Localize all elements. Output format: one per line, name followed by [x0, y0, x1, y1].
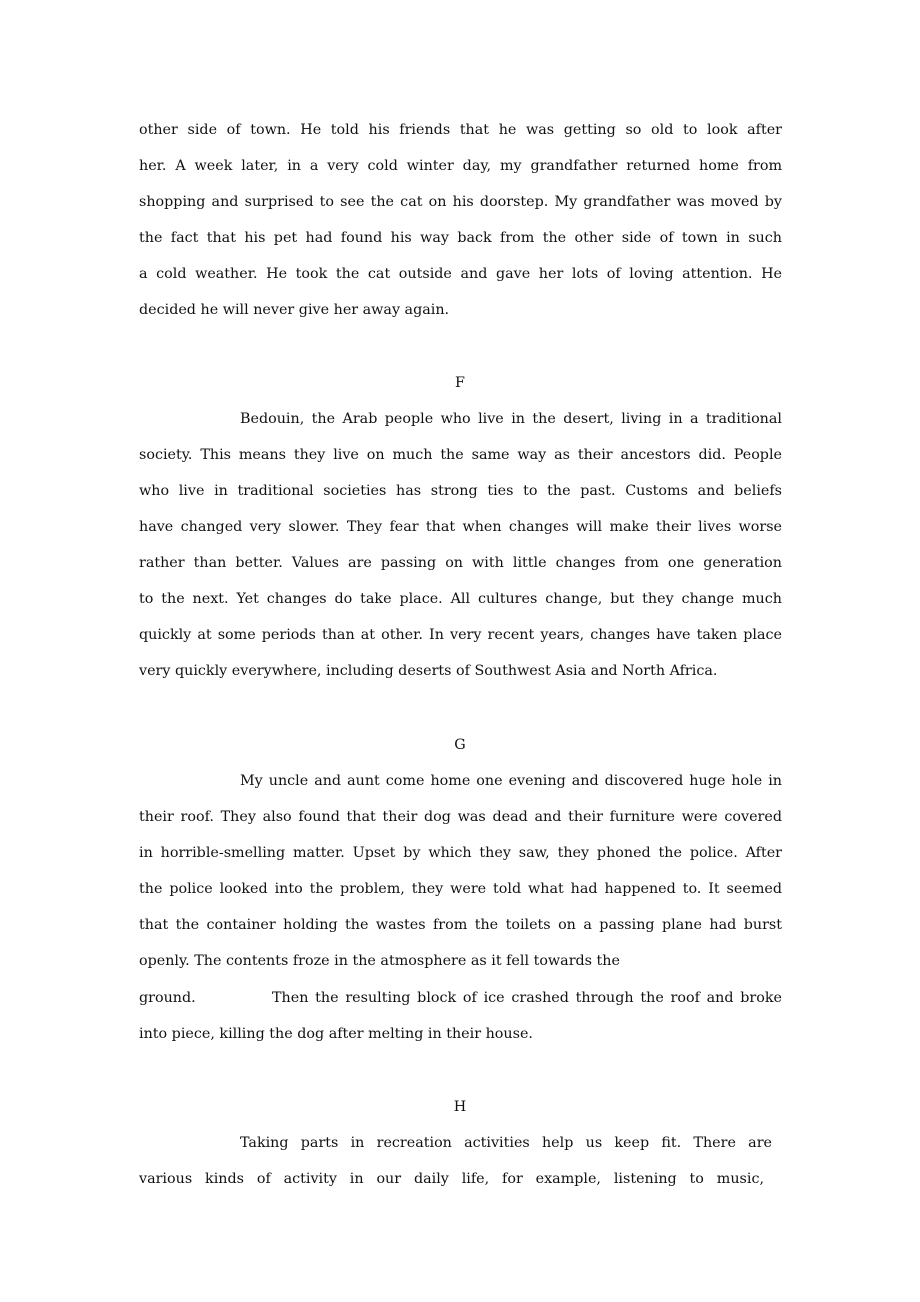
paragraph-line: Then the resulting block of ice crashed through the roof and broke	[272, 990, 782, 1006]
paragraph-line: the fact that his pet had found his way back from the other side of town in such	[139, 230, 782, 246]
section-heading-h: H	[453, 1099, 467, 1115]
paragraph-line: her. A week later, in a very cold winter day, my grandfather returned home from	[139, 158, 782, 174]
paragraph-line: very quickly everywhere, including deserts of Southwest Asia and North Africa.	[139, 663, 718, 679]
paragraph-line: My uncle and aunt come home one evening and discovered huge hole in	[240, 773, 782, 789]
paragraph-line: into piece, killing the dog after melting in their house.	[139, 1026, 533, 1042]
paragraph-line: that the container holding the wastes from the toilets on a passing plane had burst	[139, 917, 782, 933]
paragraph-line: openly. The contents froze in the atmosphere as it fell towards the	[139, 953, 620, 969]
paragraph-line: other side of town. He told his friends that he was getting so old to look after	[139, 122, 782, 138]
paragraph-line: rather than better. Values are passing on with little changes from one generation	[139, 555, 782, 571]
paragraph-line: society. This means they live on much the same way as their ancestors did. People	[139, 447, 782, 463]
paragraph-line: quickly at some periods than at other. In very recent years, changes have taken place	[139, 627, 782, 643]
paragraph-line: who live in traditional societies has strong ties to the past. Customs and beliefs	[139, 483, 782, 499]
paragraph-line: various kinds of activity in our daily life, for example, listening to music,	[139, 1171, 764, 1187]
paragraph-line: shopping and surprised to see the cat on his doorstep. My grandfather was moved by	[139, 194, 782, 210]
section-heading-f: F	[455, 375, 465, 391]
paragraph-line: to the next. Yet changes do take place. All cultures change, but they change much	[139, 591, 782, 607]
paragraph-line: their roof. They also found that their dog was dead and their furniture were covered	[139, 809, 782, 825]
paragraph-line: the police looked into the problem, they were told what had happened to. It seemed	[139, 881, 782, 897]
paragraph-line: in horrible-smelling matter. Upset by which they saw, they phoned the police. After	[139, 845, 782, 861]
paragraph-line: Taking parts in recreation activities help us keep fit. There are	[240, 1135, 772, 1151]
paragraph-line: a cold weather. He took the cat outside and gave her lots of loving attention. He	[139, 266, 782, 282]
section-heading-g: G	[454, 737, 466, 753]
paragraph-line: ground.	[139, 990, 196, 1006]
paragraph-line: Bedouin, the Arab people who live in the desert, living in a traditional	[240, 411, 782, 427]
paragraph-line: have changed very slower. They fear that when changes will make their lives worse	[139, 519, 782, 535]
paragraph-line: decided he will never give her away again.	[139, 302, 450, 318]
